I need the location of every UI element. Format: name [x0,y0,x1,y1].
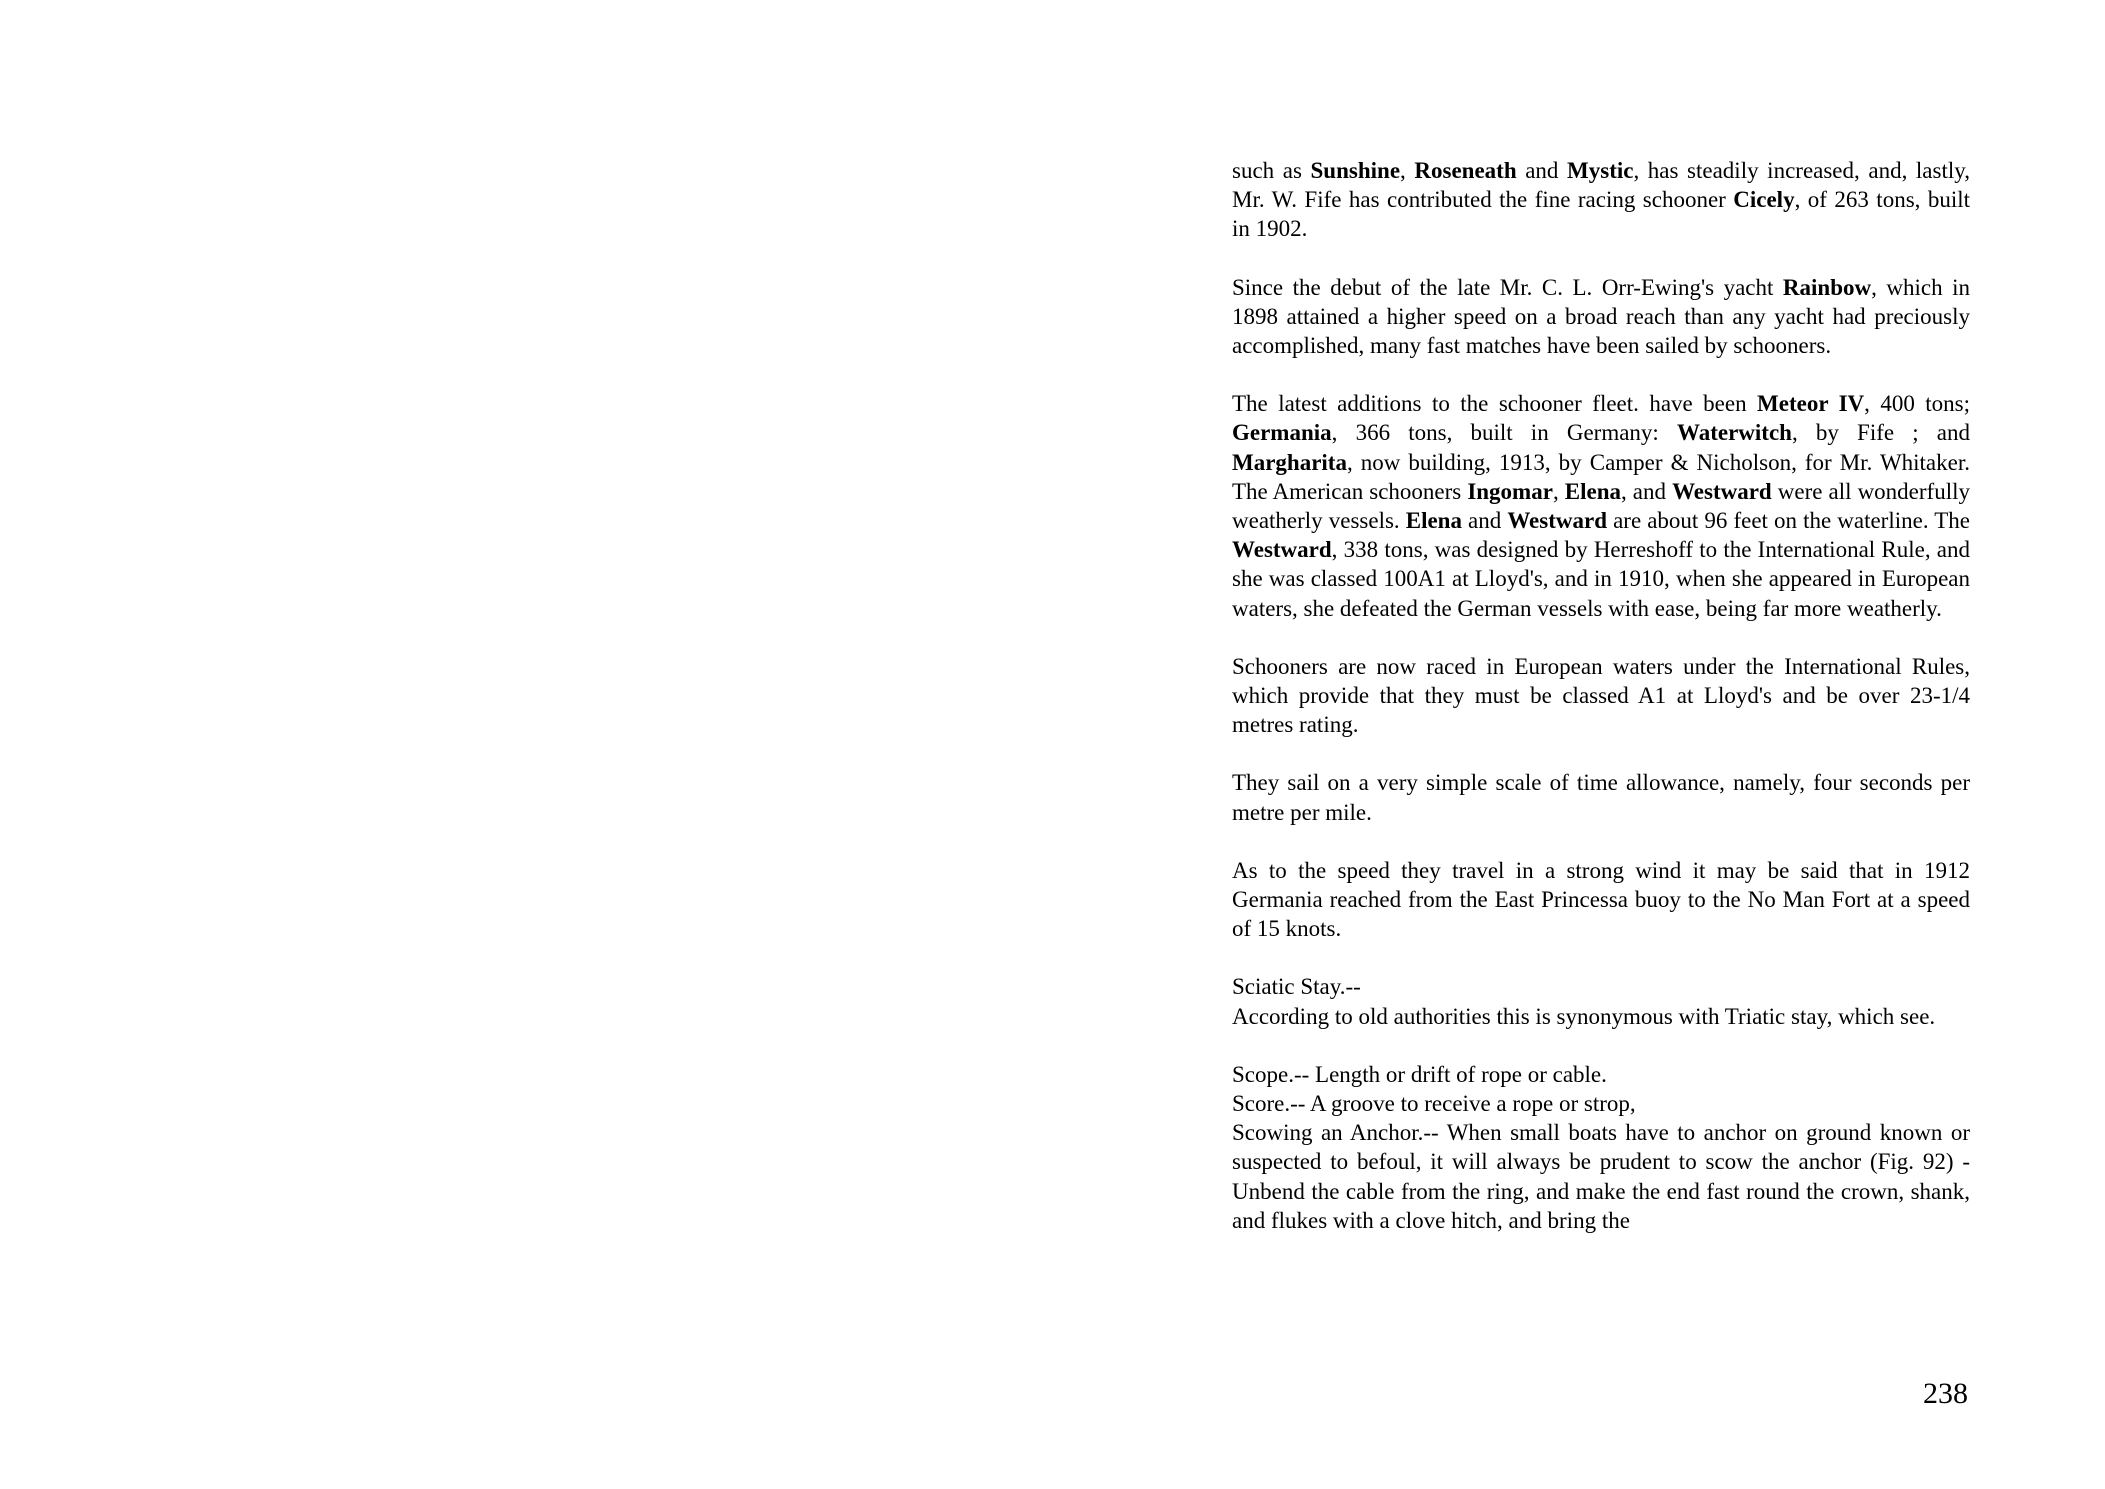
text-run: Since the debut of the late Mr. C. L. Orr-Ewing's yacht [1232,274,1783,300]
right-page [1052,0,2105,1489]
text-run: , now building, 1913, by Camper & Nicholson, for Mr. Whitaker. The American schooners [1232,449,1970,504]
text-run: , [1552,478,1565,504]
text-run: are about 96 feet on the waterline. The [1607,508,1970,534]
bold-name: Elena [1564,478,1621,504]
bold-name: Waterwitch [1676,420,1792,446]
bold-name: Rainbow [1782,274,1872,300]
text-run: As to the speed they travel in a strong wind it may be said that in 1912 Germania reached from the East Princessa buoy to the No Man Fort at a speed of 15 knots. [1232,857,1970,942]
paragraph-p5 [1232,768,1970,826]
text-run: Schooners are now raced in European waters under the International Rules, which provide that they must be classed A1 at Lloyd's and be over 23-1/4 metres rating. [1232,653,1970,738]
paragraph-p11 [1232,1118,1970,1235]
bold-name: Elena [1405,508,1462,534]
bold-name: Ingomar [1467,478,1553,504]
paragraph-p4 [1232,652,1970,740]
paragraph-p10 [1232,1089,1970,1118]
text-run: , 338 tons, was designed by Herreshoff to the International Rule, and she was classed 100A1 at Lloyd's, and in 1910, when she appeared in European waters, she defeated the German vessels with ease, being far more weatherly. [1232,537,1970,621]
text-run: Scowing an Anchor.-- When small boats have to anchor on ground known or suspected to befoul, it will always be prudent to scow the anchor (Fig. 92) - Unbend the cable from the ring, and make the end fast round the crown, shank, and flukes with a clove hitch, and bring the [1232,1120,1970,1233]
bold-name: Westward [1507,508,1607,534]
paragraph-p8 [1232,1002,1970,1031]
left-page-blank [0,0,1052,1489]
text-run: They sail on a very simple scale of time allowance, namely, four seconds per metre per mile. [1232,770,1970,825]
bold-name: Cicely [1733,187,1795,213]
text-run: and [1461,508,1508,534]
body-text [1232,156,1970,1235]
bold-name: Roseneath [1414,158,1517,183]
bold-name: Germania [1232,420,1332,446]
text-run: such as [1232,158,1311,183]
text-run: , of 263 tons, built in 1902. [1232,187,1970,242]
paragraph-p2 [1232,273,1970,361]
text-run: , 400 tons; [1864,391,1971,417]
paragraph-p6 [1232,856,1970,944]
text-run: Score.-- A groove to receive a rope or strop, [1232,1091,1636,1117]
bold-name: Margharita [1232,449,1347,475]
text-run: , [1400,158,1415,183]
text-run: , has steadily increased, and, lastly, Mr. W. Fife has contributed the fine racing schooner [1232,158,1971,213]
bold-name: Westward [1672,478,1772,504]
bold-name: Mystic [1567,158,1634,183]
text-run: , and [1620,478,1673,504]
text-run: , which in 1898 attained a higher speed on a broad reach than any yacht had preciously accomplished, many fast matches have been sailed by schooners. [1232,274,1970,359]
bold-name: Meteor IV [1757,391,1865,417]
text-run: According to old authorities this is synonymous with Triatic stay, which see. [1232,1003,1936,1029]
paragraph-p9 [1232,1060,1970,1089]
page-number: 238 [1923,1377,1968,1410]
paragraph-p7 [1232,972,1970,1001]
text-run: were all wonderfully weatherly vessels. [1232,478,1970,534]
text-run: , by Fife ; and [1791,420,1970,446]
text-run: The latest additions to the schooner fleet. have been [1232,391,1758,417]
paragraph-p1 [1232,156,1970,244]
text-run: Scope.-- Length or drift of rope or cable. [1232,1061,1607,1087]
text-run: Sciatic Stay.-- [1232,974,1361,1000]
text-run: , 366 tons, built in Germany: [1331,420,1677,446]
bold-name: Westward [1232,537,1332,563]
bold-name: Sunshine [1310,158,1401,183]
text-run: and [1516,158,1568,183]
paragraph-p3 [1232,389,1970,623]
